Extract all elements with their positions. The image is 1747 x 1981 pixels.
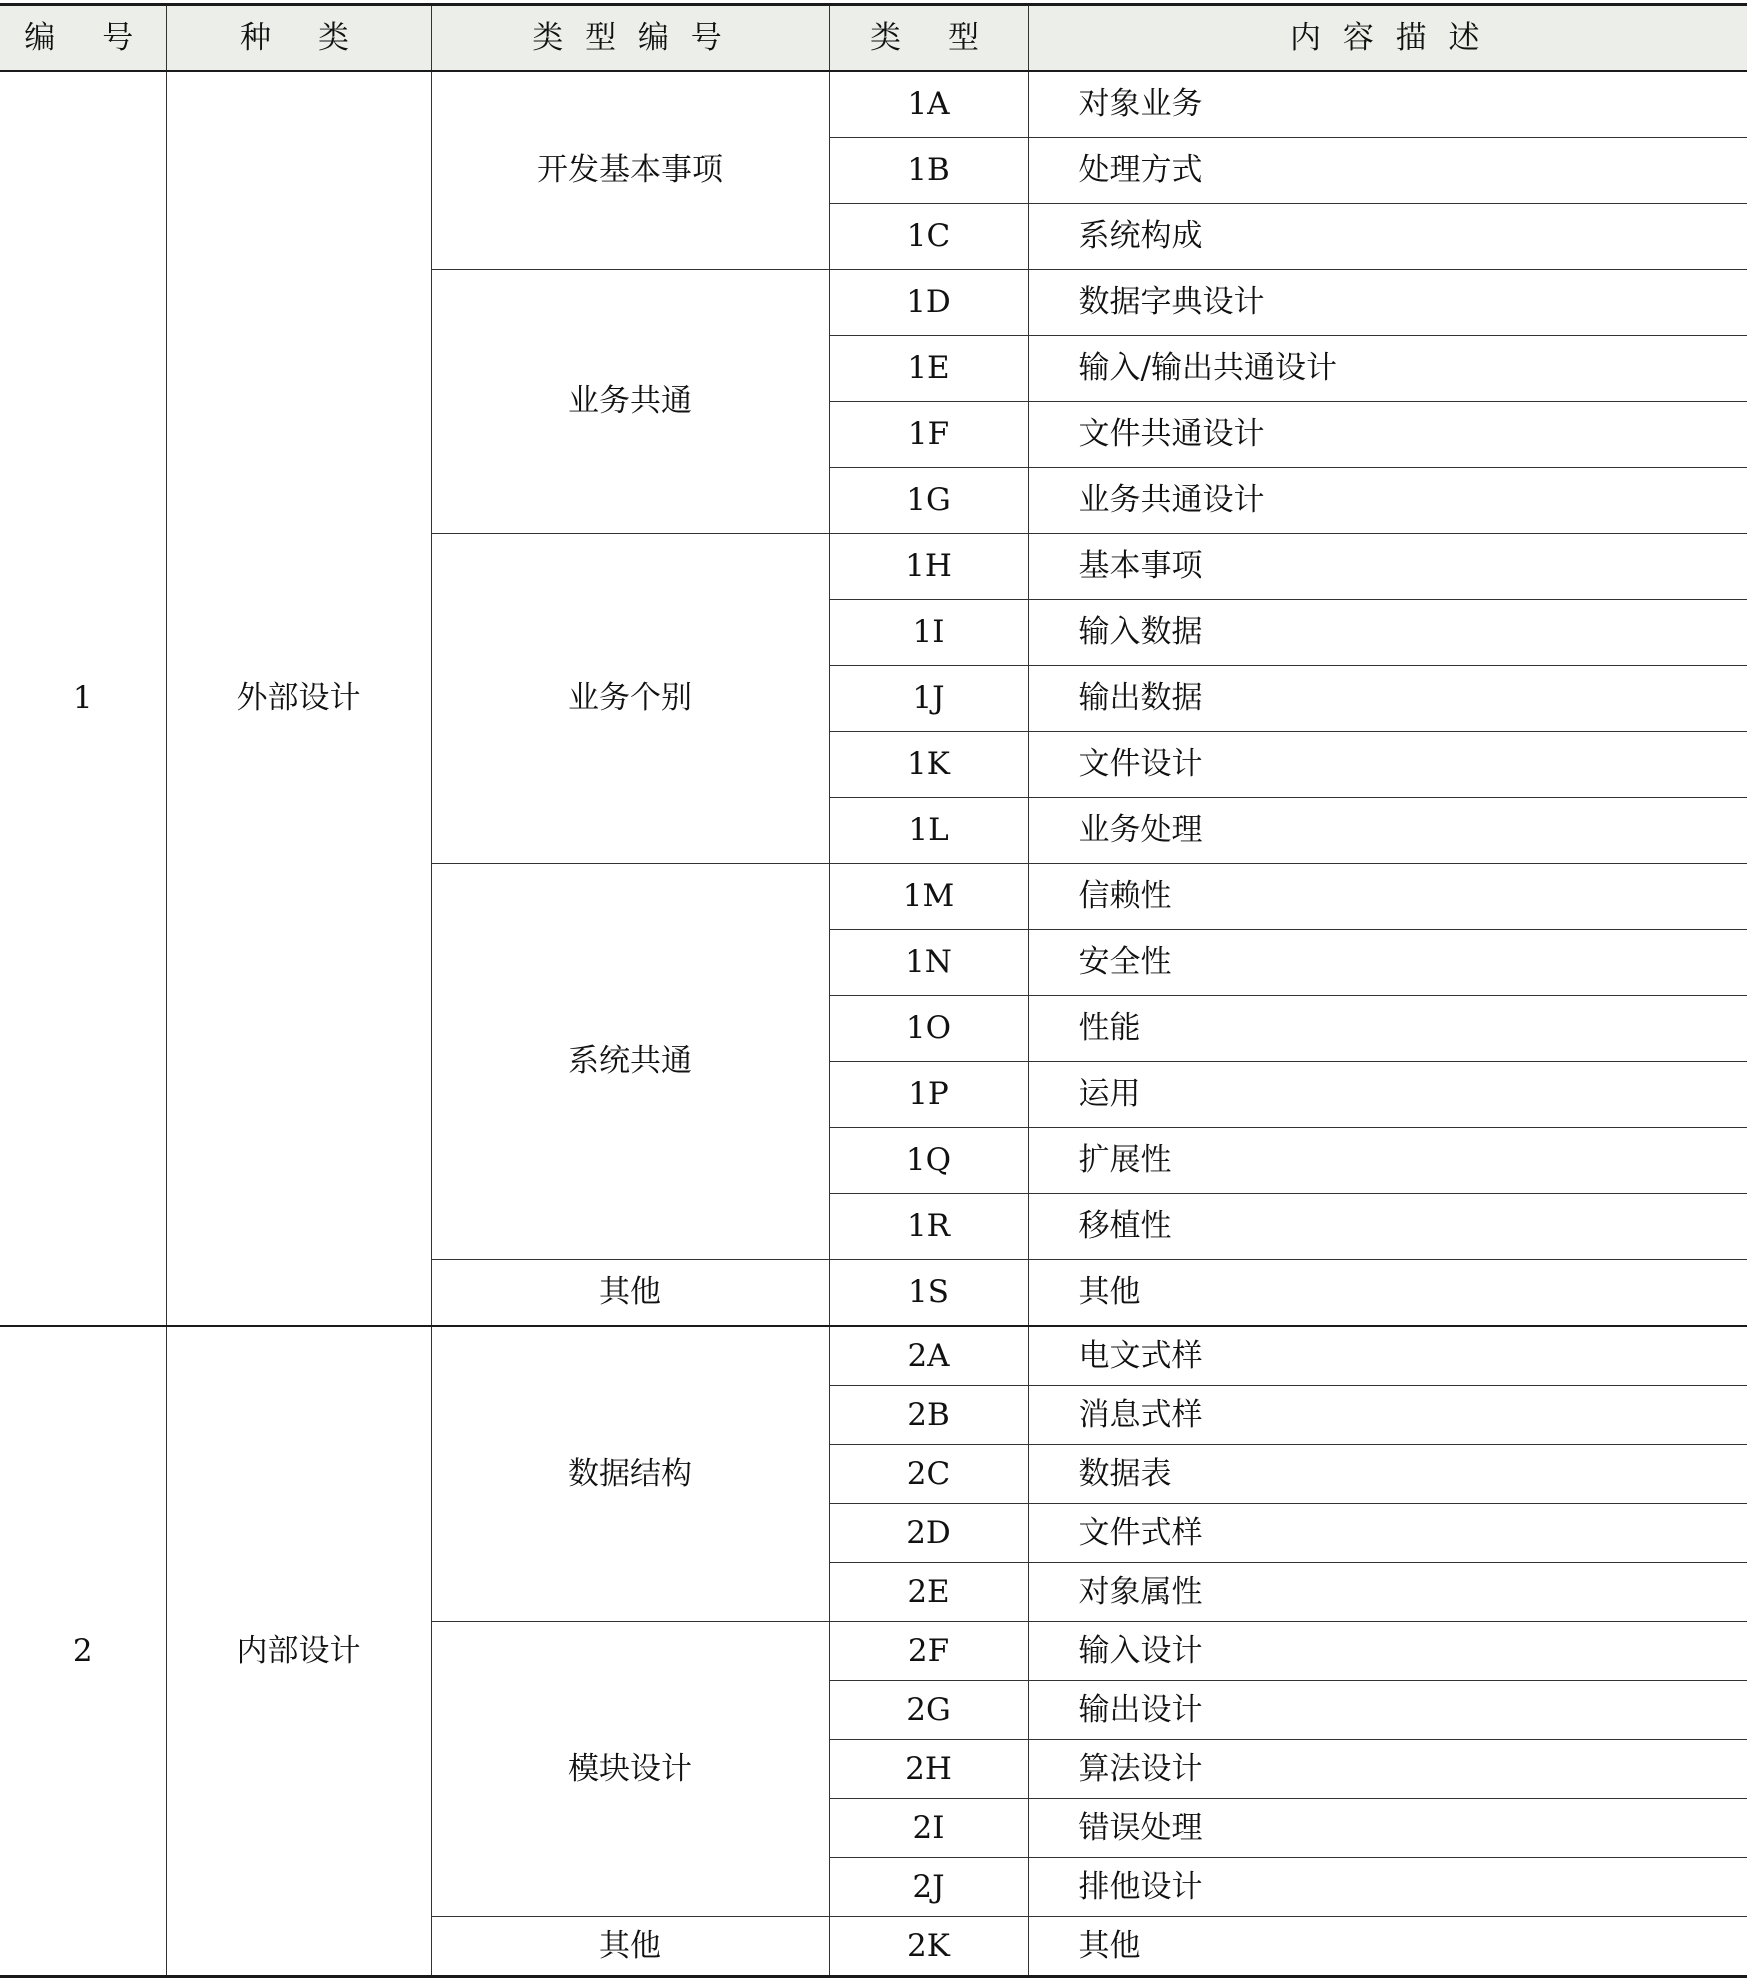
- type-code: 1L: [829, 798, 1028, 864]
- content-description: 基本事项: [1028, 534, 1747, 600]
- type-group-name: 数据结构: [431, 1326, 829, 1622]
- header-description: 内 容 描 述: [1028, 5, 1747, 72]
- type-code: 1S: [829, 1260, 1028, 1327]
- category-number: 2: [0, 1326, 166, 1977]
- content-description: 输入/输出共通设计: [1028, 336, 1747, 402]
- type-code: 2C: [829, 1445, 1028, 1504]
- content-description: 处理方式: [1028, 138, 1747, 204]
- type-code: 1I: [829, 600, 1028, 666]
- content-description: 排他设计: [1028, 1858, 1747, 1917]
- content-description: 数据表: [1028, 1445, 1747, 1504]
- type-code: 1K: [829, 732, 1028, 798]
- category-number: 1: [0, 71, 166, 1326]
- type-group-name: 业务个别: [431, 534, 829, 864]
- header-kind: 种 类: [166, 5, 431, 72]
- type-code: 1Q: [829, 1128, 1028, 1194]
- header-number: 编 号: [0, 5, 166, 72]
- type-code: 2G: [829, 1681, 1028, 1740]
- type-code: 1N: [829, 930, 1028, 996]
- type-group-name: 开发基本事项: [431, 71, 829, 270]
- content-description: 文件式样: [1028, 1504, 1747, 1563]
- category-kind: 外部设计: [166, 71, 431, 1326]
- type-code: 2B: [829, 1386, 1028, 1445]
- type-group-name: 模块设计: [431, 1622, 829, 1917]
- content-description: 性能: [1028, 996, 1747, 1062]
- header-type: 类 型: [829, 5, 1028, 72]
- type-code: 1A: [829, 71, 1028, 138]
- content-description: 对象业务: [1028, 71, 1747, 138]
- content-description: 移植性: [1028, 1194, 1747, 1260]
- type-code: 2J: [829, 1858, 1028, 1917]
- content-description: 对象属性: [1028, 1563, 1747, 1622]
- content-description: 系统构成: [1028, 204, 1747, 270]
- content-description: 文件设计: [1028, 732, 1747, 798]
- content-description: 文件共通设计: [1028, 402, 1747, 468]
- header-type-number: 类 型 编 号: [431, 5, 829, 72]
- type-code: 1E: [829, 336, 1028, 402]
- header-row: [0, 5, 1747, 72]
- type-code: 1M: [829, 864, 1028, 930]
- type-group-name: 系统共通: [431, 864, 829, 1260]
- content-description: 输入数据: [1028, 600, 1747, 666]
- type-code: 1B: [829, 138, 1028, 204]
- table-row: [0, 1326, 1747, 1386]
- type-code: 2F: [829, 1622, 1028, 1681]
- content-description: 输出数据: [1028, 666, 1747, 732]
- type-code: 2E: [829, 1563, 1028, 1622]
- type-group-name: 业务共通: [431, 270, 829, 534]
- type-code: 1J: [829, 666, 1028, 732]
- table-row: [0, 71, 1747, 138]
- content-description: 数据字典设计: [1028, 270, 1747, 336]
- table-header: [0, 5, 1747, 72]
- content-description: 信赖性: [1028, 864, 1747, 930]
- content-description: 算法设计: [1028, 1740, 1747, 1799]
- content-description: 安全性: [1028, 930, 1747, 996]
- content-description: 消息式样: [1028, 1386, 1747, 1445]
- design-document-table: [0, 3, 1747, 1978]
- type-code: 1P: [829, 1062, 1028, 1128]
- content-description: 输出设计: [1028, 1681, 1747, 1740]
- content-description: 其他: [1028, 1917, 1747, 1977]
- type-code: 1D: [829, 270, 1028, 336]
- type-code: 2A: [829, 1326, 1028, 1386]
- content-description: 扩展性: [1028, 1128, 1747, 1194]
- type-code: 1R: [829, 1194, 1028, 1260]
- type-code: 2H: [829, 1740, 1028, 1799]
- type-group-name: 其他: [431, 1917, 829, 1977]
- content-description: 其他: [1028, 1260, 1747, 1327]
- table-body: [0, 71, 1747, 1977]
- type-code: 1F: [829, 402, 1028, 468]
- category-kind: 内部设计: [166, 1326, 431, 1977]
- type-code: 1H: [829, 534, 1028, 600]
- type-code: 2D: [829, 1504, 1028, 1563]
- content-description: 输入设计: [1028, 1622, 1747, 1681]
- type-code: 2K: [829, 1917, 1028, 1977]
- type-code: 2I: [829, 1799, 1028, 1858]
- content-description: 业务处理: [1028, 798, 1747, 864]
- type-code: 1C: [829, 204, 1028, 270]
- type-code: 1O: [829, 996, 1028, 1062]
- content-description: 电文式样: [1028, 1326, 1747, 1386]
- type-code: 1G: [829, 468, 1028, 534]
- content-description: 运用: [1028, 1062, 1747, 1128]
- content-description: 业务共通设计: [1028, 468, 1747, 534]
- type-group-name: 其他: [431, 1260, 829, 1327]
- content-description: 错误处理: [1028, 1799, 1747, 1858]
